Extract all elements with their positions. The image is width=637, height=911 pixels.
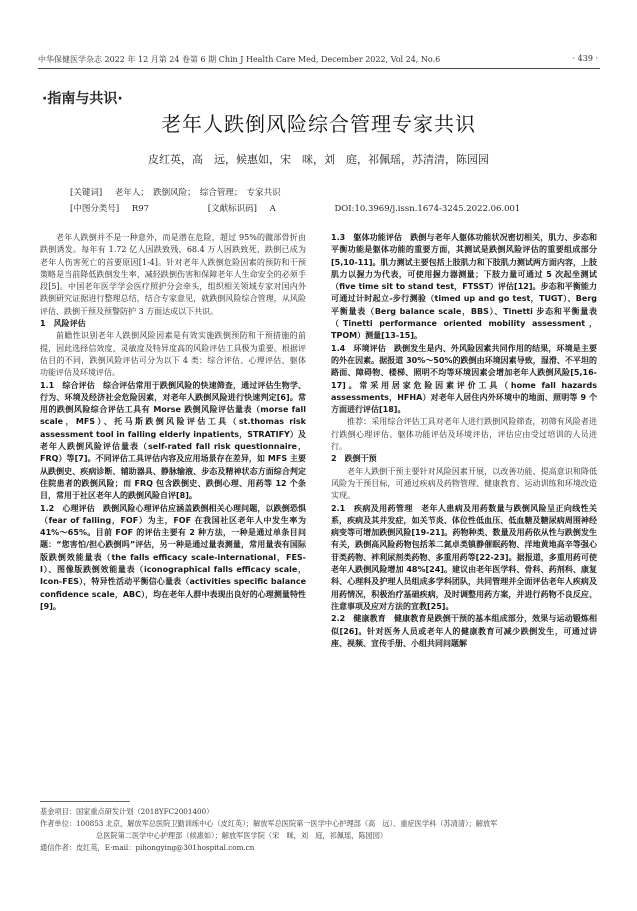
footnote-line: 总医院第二医学中心护理部（候惠如）；解放军医学院（宋 咪，刘 庭，祁佩瑶，陈园园） bbox=[96, 831, 388, 840]
header-rule bbox=[38, 68, 600, 69]
body-paragraph: 老年人跌倒干预主要针对风险因素开展，以改善功能、提高意识和降低风险为干预目标，可通过疾病及药物管理、健康教育、运动训练和环境改造实现。 bbox=[331, 466, 597, 501]
footnote-line: 作者单位：100853 北京，解放军总医院卫勤训练中心（皮红英）；解放军总医院第一医学中心护理部（高 远）、重症医学科（苏清清）；解放军 bbox=[40, 819, 498, 828]
journal-citation: 中华保健医学杂志 2022 年 12 月第 24 卷第 6 期 Chin J Health Care Med, December 2022, Vol 24, No.6 bbox=[38, 55, 441, 64]
footnote-rule bbox=[40, 801, 130, 802]
section-heading-paragraph: 1.3 躯体功能评估 跌倒与老年人躯体功能状况密切相关，肌力、步态和平衡功能是躯体功能的重要方面，其测试是跌倒风险评估的重要组成部分[5,10-11]。肌力测试主要包括上肢肌力和下肢肌力测试两方面内容，上肢肌力以握力为代表，可使用握力器测量；下肢力量可通过 5 次起坐测试（five time sit to stand test，FTSST）评估[12]。步态和平衡能力可通过计时起立-步行测验（timed up and go test，TUGT）、Berg 平衡量表（Berg balance scale，BBS）、Tinetti 步态和平衡量表（Tinetti performance oriented mobility assessment，TPOM）测量[13-15]。 bbox=[331, 233, 597, 341]
clc-label: [中图分类号] bbox=[70, 204, 120, 214]
article-title: 老年人跌倒风险综合管理专家共识 bbox=[161, 112, 476, 136]
body-paragraph: 老年人跌倒并不是一种意外，而是潜在危险，超过 95%的髋部骨折由跌倒诱发。每年有 1.72 亿人因跌致残，68.4 万人因跌致死，跌倒已成为老年人伤害死亡的首要原因[1-4]。针对老年人跌倒危险因素的预防和干预策略是当前降低跌倒发生率、减轻跌倒伤害和保障老年人生命安全的必须手段[5]。中国老年医学学会医疗照护分会牵头，组织相关领域专家对国内外跌倒研究证据进行整理总结，结合专家意见，就跌倒风险综合管理，从风险评估、跌倒干预及预警防护 3 方面达成以下共识。 bbox=[40, 233, 306, 316]
section-heading-paragraph: 2 跌倒干预 bbox=[331, 454, 377, 464]
section-tag: ·指南与共识· bbox=[42, 91, 123, 107]
section-heading-paragraph: 1.2 心理评估 跌倒风险心理评估应涵盖跌倒相关心理问题，以跌倒恐惧（fear of falling，FOF）为主，FOF 在我国社区老年人中发生率为 41%～65%。目前 FOF 的评估主要有 2 种方法，一种是通过单条目问题：“您害怕/担心跌倒吗”评估，另一种是通过量表测量，常用量表有国际版跌倒效能量表（the falls efficacy scale-international，FES-I）、图像版跌倒效能量表（iconographical falls efficacy scale，Icon-FES），特异性活动平衡信心量表（activities specific balance confidence scale，ABC），均在老年人群中表现出良好的心理测量特性[9]。 bbox=[40, 503, 306, 611]
page-number: · 439 · bbox=[572, 54, 598, 63]
keywords-line bbox=[70, 186, 291, 198]
right-column bbox=[331, 232, 597, 650]
section-heading-paragraph: 1 风险评估 bbox=[40, 319, 86, 329]
author-list: 皮红英，高 远，候惠如，宋 咪，刘 庭，祁佩瑶，苏清清，陈园园 bbox=[148, 153, 489, 166]
keywords-label: [关键词] bbox=[70, 188, 103, 198]
section-heading-paragraph: 2.1 疾病及用药管理 老年人患病及用药数量与跌倒风险呈正向线性关系，疾病及其并发症，如关节炎、体位性低血压、低血糖及糖尿病周围神经病变等可增加跌倒风险[19-21]。药物种类、数量及用药依从性与跌倒发生有关，跌倒高风险药物包括苯二氮卓类镇静催眠药物、洋地黄地高辛等强心苷类药物、袢利尿剂类药物、多重用药等[22-23]。据报道，多重用药可使老年人跌倒风险增加 48%[24]。建议由老年医学科、骨科、药剂科、康复科、心理科及护理人员组成多学科团队，共同管理并全面评估老年人疾病及用药情况，积极治疗基础疾病，及时调整用药方案，并进行药物不良反应、注意事项及应对方法的宣教[25]。 bbox=[331, 503, 597, 611]
body-paragraph: 推荐：采用综合评估工具对老年人进行跌倒风险筛查，初筛有风险者进行跌倒心理评估、躯体功能评估及环境评估，评估应由受过培训的人员进行。 bbox=[331, 417, 597, 452]
classification-line bbox=[70, 202, 530, 214]
section-heading-paragraph: 1.1 综合评估 综合评估常用于跌倒风险的快速筛查，通过评估生物学、行为、环境及经济社会危险因素，对老年人跌倒风险进行快速判定[6]。常用的跌倒风险综合评估工具有 Morse 跌倒风险评估量表（morse fall scale，MFS）、托马斯跌倒风险评估工具（st.thomas risk assessment tool in falling elderly inpatients，STRATIFY）及老年人跌倒风险评估量表（self-rated fall risk questionnaire，FRQ）等[7]。不同评估工具评估内容及应用场景存在差异，如 MFS 主要从跌倒史、疾病诊断、辅助器具、静脉输液、步态及精神状态方面综合判定住院患者的跌倒风险；而 FRQ 包含跌倒史、跌倒心理、用药等 12 个条目，常用于社区老年人的跌倒风险自评[8]。 bbox=[40, 380, 306, 501]
footnote-line: 通信作者：皮红英，E-mail：pihongying@301hospital.com.cn bbox=[40, 843, 255, 852]
footnotes bbox=[40, 806, 600, 854]
footnote-line: 基金项目：国家重点研发计划（2018YFC2001400） bbox=[40, 807, 214, 816]
doi: DOI:10.3969/j.issn.1674-3245.2022.06.001 bbox=[334, 204, 521, 214]
keywords-values: 老年人； 跌倒风险； 综合管理； 专家共识 bbox=[114, 188, 281, 198]
body-paragraph: 前瞻性识别老年人跌倒风险因素是有效实施跌倒预防和干预措施的前提，因此选择信效度、灵敏度及特异度高的风险评估工具极为重要。根据评估目的不同，跌倒风险评估可分为以下 4 类：综合评估、心理评估、躯体功能评估及环境评估。 bbox=[40, 331, 306, 378]
left-column bbox=[40, 232, 306, 613]
clc-value: R97 bbox=[131, 204, 150, 214]
doc-code-label: [文献标识码] bbox=[207, 204, 257, 214]
section-heading-paragraph: 1.4 环境评估 跌倒发生是内、外风险因素共同作用的结果，环境是主要的外在因素。据报道 30%～50%的跌倒由环境因素导致，湿滑、不平坦的路面、障碍物、楼梯、照明不均等环境因素会增加老年人跌倒风险[5,16-17]。常采用居家危险因素评价工具（home fall hazards assessments，HFHA）对老年人居住内外环境中的地面、照明等 9 个方面进行评估[18]。 bbox=[331, 343, 597, 415]
section-heading-paragraph: 2.2 健康教育 健康教育是跌倒干预的基本组成部分，效果与运动锻炼相似[26]。针对医务人员或老年人的健康教育可减少跌倒发生，可通过讲座、视频、宣传手册、小组共同问题解 bbox=[331, 614, 597, 648]
doc-code-value: A bbox=[269, 204, 276, 214]
